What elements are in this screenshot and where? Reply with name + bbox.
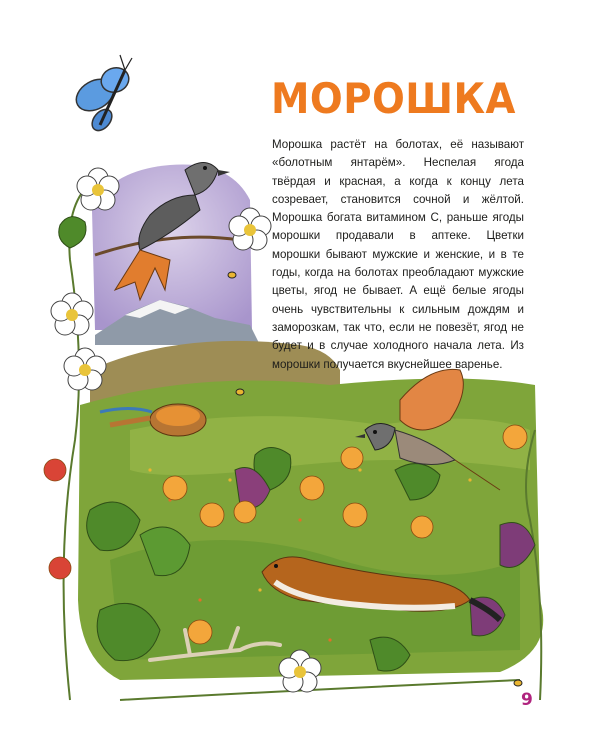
body-paragraph: Морошка растёт на болотах, её называют «болотным янтарём». Неспелая ягода твёрдая и красная, а когда к концу лета созревает, становится сочной и жёлтой. Морошка богата витамином С, раньше ягоды морошки продавали в аптеке. Цветки морошки бывают мужские и женские, и в те годы, когда на болотах преобладают мужские цветы, ягод не бывает. А ещё белые ягоды очень чувствительны к сильным дождям и заморозкам, так что, если не повезёт, ягод не будет и в случае холодного начала лета. Из морошки получается вкуснейшее варенье. bbox=[272, 138, 524, 371]
page-title: МОРОШКА bbox=[271, 74, 516, 123]
page-number: 9 bbox=[521, 690, 533, 710]
butterfly-icon bbox=[71, 55, 133, 134]
